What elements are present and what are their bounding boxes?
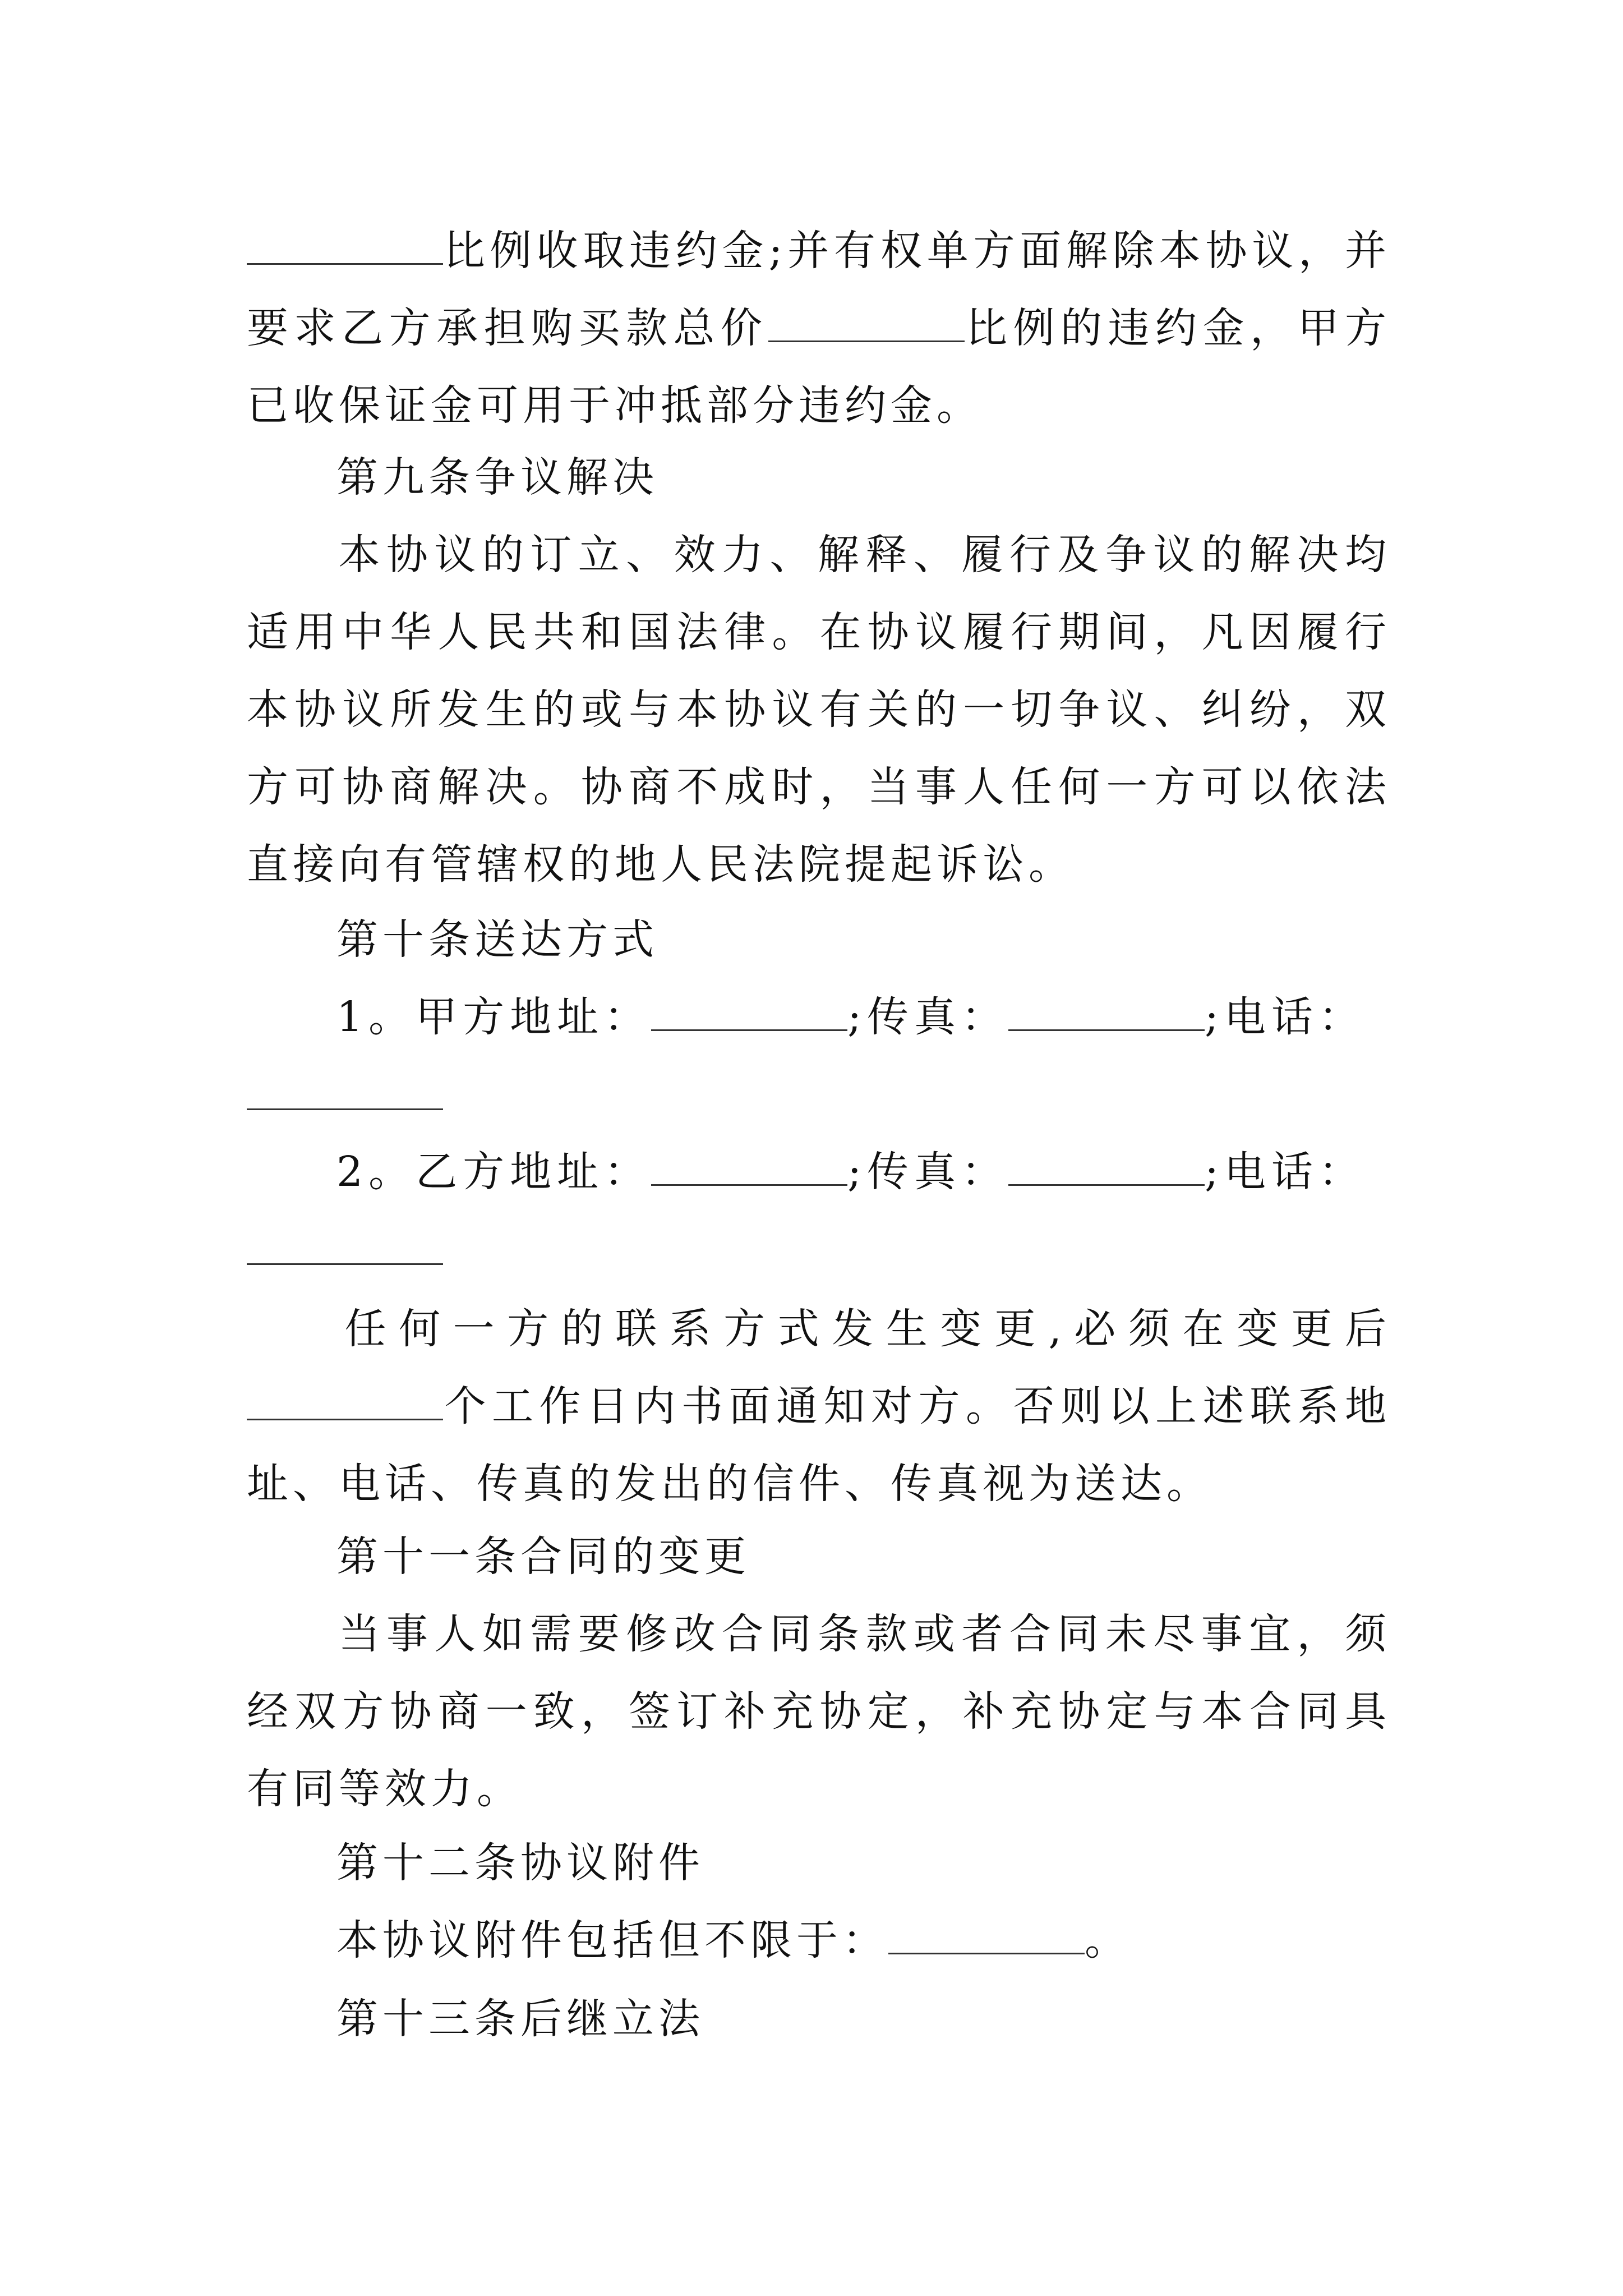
blank-field bbox=[247, 226, 443, 265]
change-notice-paragraph bbox=[247, 1290, 1391, 1522]
article-9-body bbox=[247, 516, 1391, 903]
paragraph-text: 本协议附件包括但不限于： bbox=[336, 1916, 888, 1964]
phone-label: ;电话： bbox=[1205, 1148, 1366, 1196]
article-9-heading: 第九条争议解决 bbox=[336, 453, 658, 501]
article-13-heading: 第十三条后继立法 bbox=[336, 1995, 704, 2043]
address-label: 2。乙方地址： bbox=[336, 1148, 652, 1196]
article-10-heading: 第十条送达方式 bbox=[336, 915, 658, 964]
address-label: 1。甲方地址： bbox=[336, 993, 652, 1041]
paragraph-text: 本协议的订立、效力、解释、履行及争议的解决均适用中华人民共和国法律。在协议履行期间，凡因履行本协议所发生的或与本协议有关的一切争议、纠纷，双方可协商解决。协商不成时，当事人任何一方可以依法直接向有管辖权的地人民法院提起诉讼。 bbox=[247, 531, 1391, 889]
paragraph-text: 任何一方的联系方式发生变更,必须在变更后 bbox=[336, 1305, 1391, 1353]
article-12-heading: 第十二条协议附件 bbox=[336, 1839, 704, 1887]
article-11-body bbox=[247, 1595, 1391, 1828]
address-blank bbox=[651, 1147, 847, 1186]
paragraph-text: 比例收取违约金;并有权单方面解除本协议，并要求乙方承担购买款总价 bbox=[247, 227, 1391, 352]
blank-field bbox=[768, 303, 965, 342]
paragraph-text: 当事人如需要修改合同条款或者合同未尽事宜，须经双方协商一致，签订补充协定，补充协定与本合同具有同等效力。 bbox=[247, 1610, 1391, 1813]
article-11-heading: 第十一条合同的变更 bbox=[336, 1533, 750, 1581]
article-12-body bbox=[336, 1902, 1131, 1979]
fax-blank bbox=[1008, 1147, 1205, 1186]
paragraph-text: 。 bbox=[1085, 1916, 1131, 1964]
phone-label: ;电话： bbox=[1205, 993, 1366, 1041]
party-a-contact-line bbox=[336, 978, 1366, 1056]
fax-label: ;传真： bbox=[847, 1148, 1009, 1196]
attachment-blank bbox=[888, 1915, 1085, 1954]
address-blank bbox=[651, 992, 847, 1031]
fax-blank bbox=[1008, 992, 1205, 1031]
paragraph-text: 比例的违约金，甲方已收保证金可用于冲抵部分违约金。 bbox=[247, 304, 1391, 430]
phone-blank bbox=[247, 1108, 443, 1110]
paragraph-penalty bbox=[247, 212, 1391, 444]
paragraph-text: 个工作日内书面通知对方。否则以上述联系地址、电话、传真的发出的信件、传真视为送达。 bbox=[247, 1382, 1391, 1508]
days-blank bbox=[247, 1381, 443, 1420]
party-b-contact-line bbox=[336, 1133, 1366, 1211]
phone-blank bbox=[247, 1263, 443, 1265]
fax-label: ;传真： bbox=[847, 993, 1009, 1041]
